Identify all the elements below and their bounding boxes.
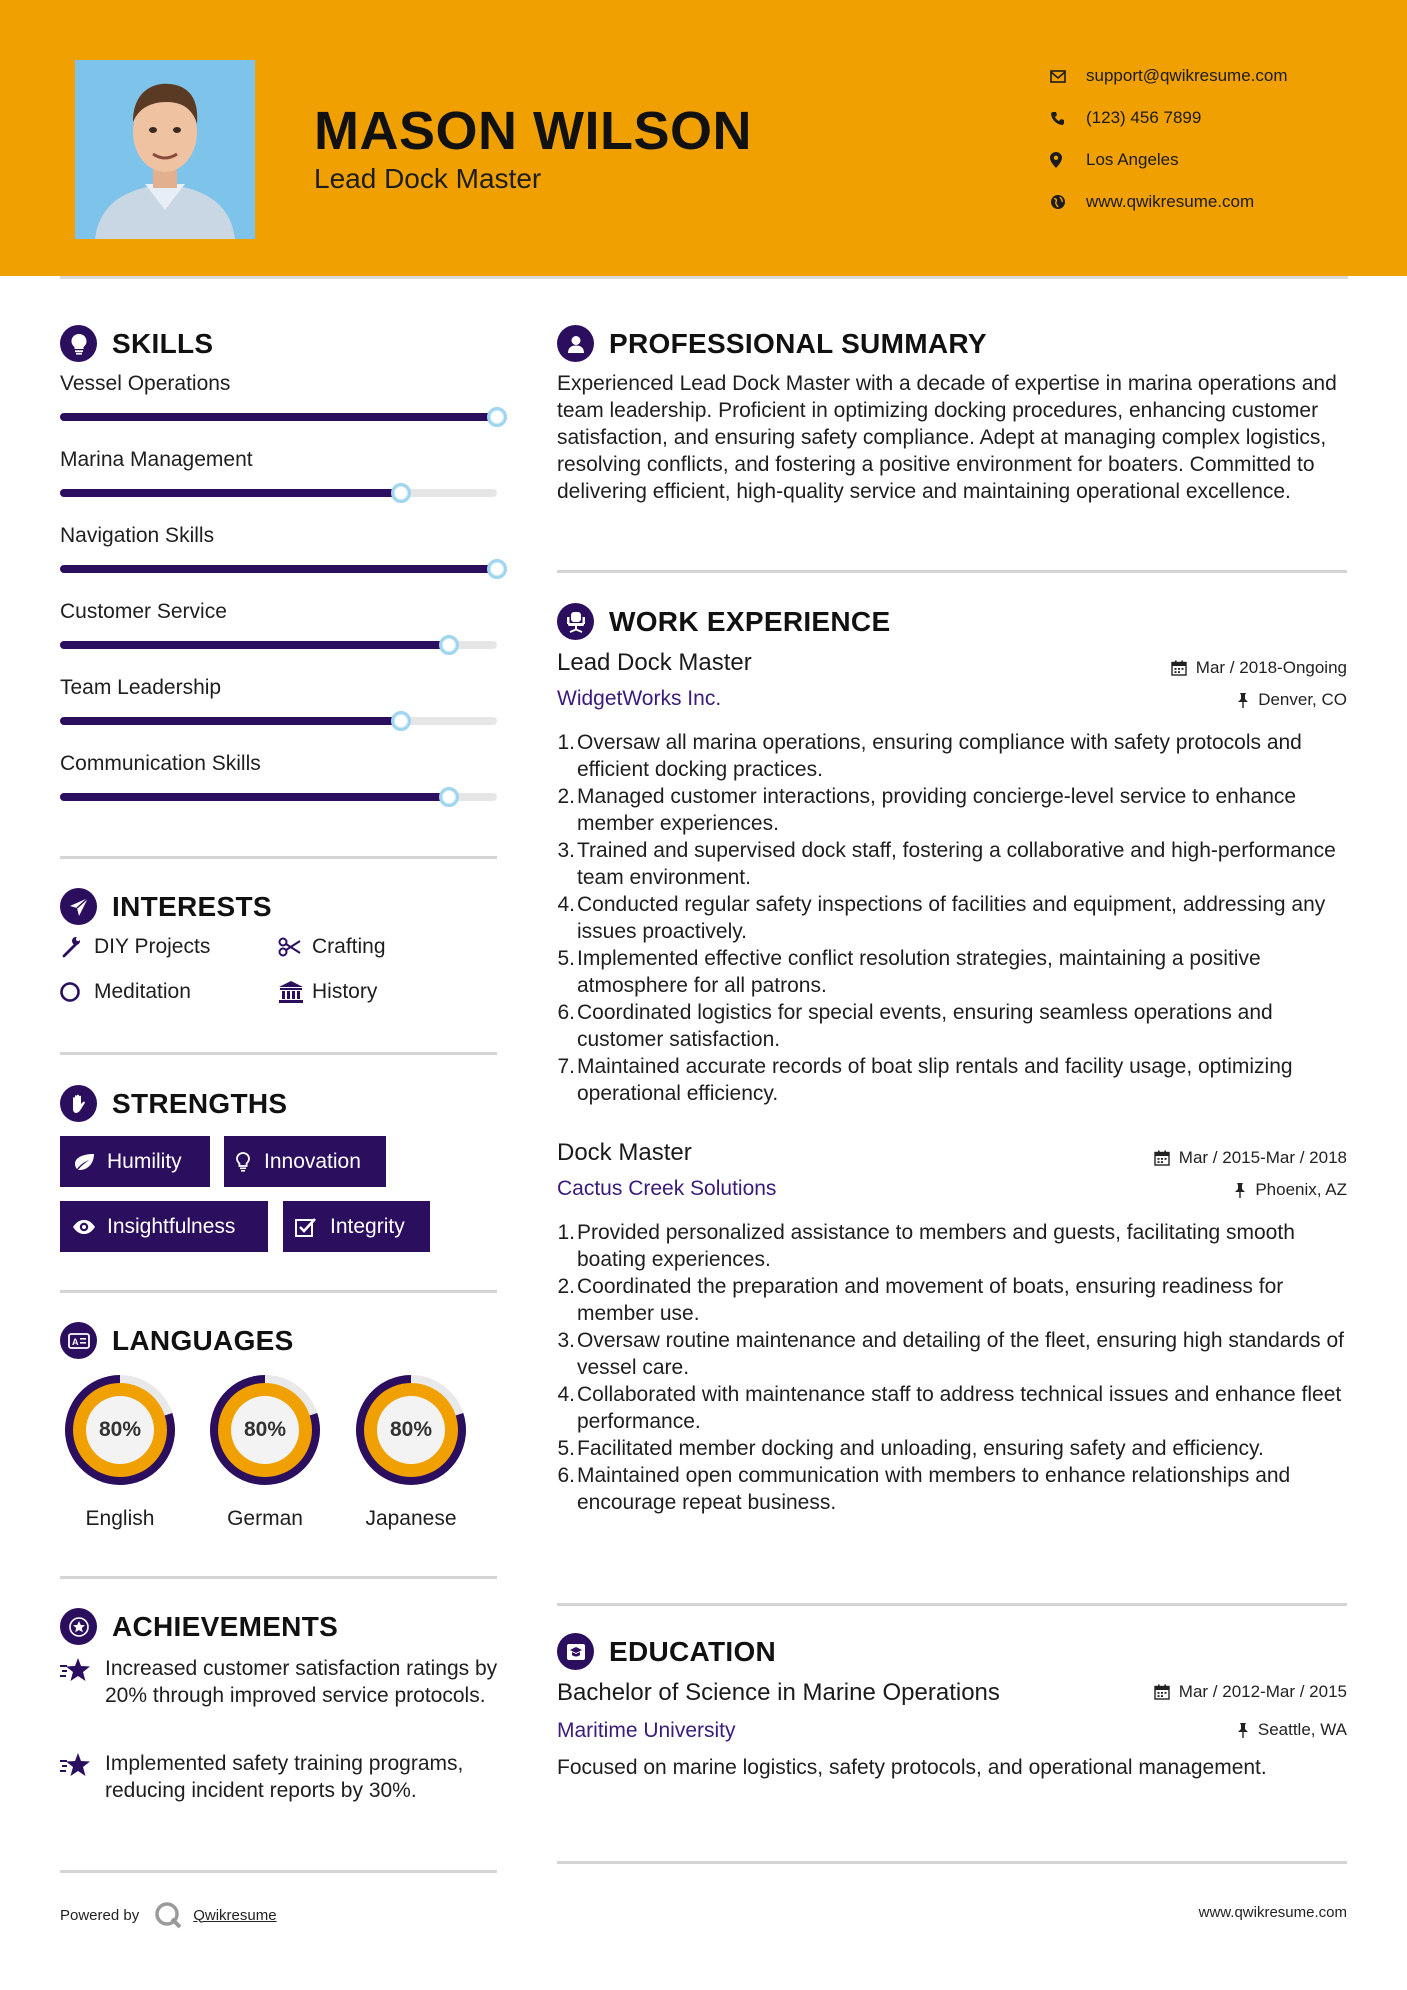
experience-title: WORK EXPERIENCE xyxy=(609,605,891,637)
contact-list xyxy=(1050,55,1380,223)
section-divider xyxy=(60,856,497,859)
skill-bar xyxy=(60,717,497,725)
skill-item xyxy=(60,372,497,421)
skill-bar-fill xyxy=(60,413,497,421)
job-company[interactable]: WidgetWorks Inc. xyxy=(557,687,722,710)
summary-heading xyxy=(557,325,987,362)
resume-header xyxy=(0,0,1407,276)
bullet-text: Coordinated the preparation and movement of boats, ensuring readiness for member use. xyxy=(577,1275,1284,1325)
education-dates xyxy=(1154,1682,1347,1702)
footer-website[interactable]: www.qwikresume.com xyxy=(1198,1904,1347,1921)
interest-item xyxy=(278,980,377,1004)
skill-bar-knob xyxy=(391,483,411,503)
strength-label: Insightfulness xyxy=(107,1214,236,1238)
degree-title: Bachelor of Science in Marine Operations xyxy=(557,1679,1000,1706)
job-bullet-list xyxy=(553,1219,1353,1516)
calendar-icon xyxy=(1154,1150,1170,1166)
bullet-text: Maintained open communication with members to enhance relationships and encourage repeat business. xyxy=(577,1464,1291,1514)
section-divider xyxy=(557,1603,1347,1606)
skill-item xyxy=(60,448,497,497)
powered-by-text: Powered by xyxy=(60,1906,140,1924)
language-donut xyxy=(350,1369,472,1491)
summary-text: Experienced Lead Dock Master with a decade of expertise in marina operations and team leadership. Proficient in optimizing docking procedures, enhancing customer satisfaction, and ensuring safety compliance. Adept at managing complex logistics, resolving conflicts, and fostering a positive environment for boaters. Committed to delivering efficient, high-quality service and maintaining operational excellence. xyxy=(557,372,1337,503)
skill-name: Team Leadership xyxy=(60,676,222,699)
strengths-title: STRENGTHS xyxy=(112,1087,288,1119)
achievement-item xyxy=(60,1750,500,1804)
skill-bar xyxy=(60,413,497,421)
language-percent: 80% xyxy=(243,1418,287,1441)
language-donut xyxy=(204,1369,326,1491)
language-donut xyxy=(59,1369,181,1491)
skill-item xyxy=(60,524,497,573)
job-title: Lead Dock Master xyxy=(557,649,752,676)
globe-icon xyxy=(1050,194,1086,210)
education-location-text: Seattle, WA xyxy=(1257,1720,1347,1739)
id-card-icon xyxy=(60,1322,97,1359)
skill-bar-fill xyxy=(60,565,497,573)
strength-label: Integrity xyxy=(330,1214,405,1238)
interest-item xyxy=(278,935,386,959)
star-badge-icon xyxy=(60,1608,97,1645)
bullet-text: Trained and supervised dock staff, fostering a collaborative and high-performance team environment. xyxy=(577,839,1336,889)
list-item: 7. Maintained accurate records of boat slip rentals and facility usage, optimizing operational efficiency. xyxy=(553,1053,1353,1107)
job-bullet-list xyxy=(553,729,1353,1107)
skill-bar-knob xyxy=(391,711,411,731)
achievements-title: ACHIEVEMENTS xyxy=(112,1610,339,1642)
list-item: 5. Implemented effective conflict resolution strategies, maintaining a positive atmosphere for all patrons. xyxy=(553,945,1353,999)
calendar-icon xyxy=(1171,660,1187,676)
chair-icon xyxy=(557,603,594,640)
section-divider xyxy=(60,1052,497,1055)
job-dates-text: Mar / 2015-Mar / 2018 xyxy=(1178,1148,1347,1167)
skill-bar-knob xyxy=(487,407,507,427)
interest-item xyxy=(60,935,210,959)
language-item xyxy=(59,1369,181,1531)
leaf-icon xyxy=(72,1153,107,1171)
strength-tag xyxy=(60,1136,210,1187)
skills-title: SKILLS xyxy=(112,327,214,359)
job-title: Dock Master xyxy=(557,1139,692,1166)
pushpin-icon xyxy=(1237,1722,1249,1738)
phone-icon xyxy=(1050,111,1086,126)
footer-powered-by xyxy=(60,1900,277,1930)
bullet-text: Provided personalized assistance to members and guests, facilitating smooth boating experiences. xyxy=(577,1221,1295,1271)
skill-name: Navigation Skills xyxy=(60,524,215,547)
skill-bar xyxy=(60,489,497,497)
skill-item xyxy=(60,600,497,649)
job-location xyxy=(1234,1180,1347,1200)
list-item: 6. Maintained open communication with members to enhance relationships and encourage repeat business. xyxy=(553,1462,1353,1516)
svg-text:A: A xyxy=(71,1336,78,1347)
interests-heading xyxy=(60,888,272,925)
skill-name: Customer Service xyxy=(60,600,227,623)
skill-item xyxy=(60,752,497,801)
skill-bar-fill xyxy=(60,793,449,801)
bullet-text: Collaborated with maintenance staff to address technical issues and enhance fleet performance. xyxy=(577,1383,1342,1433)
contact-phone[interactable] xyxy=(1050,97,1380,139)
achievement-item xyxy=(60,1655,500,1709)
wrench-icon xyxy=(60,936,94,958)
section-divider xyxy=(60,1290,497,1293)
skill-name: Marina Management xyxy=(60,448,253,471)
phone-text: (123) 456 7899 xyxy=(1086,108,1202,127)
summary-title: PROFESSIONAL SUMMARY xyxy=(609,327,987,359)
job-location xyxy=(1237,690,1347,710)
circle-icon xyxy=(60,981,94,1003)
list-item: 4. Conducted regular safety inspections of facilities and equipment, addressing any issues proactively. xyxy=(553,891,1353,945)
hand-icon xyxy=(60,1085,97,1122)
language-item xyxy=(350,1369,472,1531)
section-divider xyxy=(557,1861,1347,1864)
school-name[interactable]: Maritime University xyxy=(557,1719,736,1742)
profile-photo xyxy=(75,60,255,239)
bank-icon xyxy=(278,980,312,1004)
interests-title: INTERESTS xyxy=(112,890,272,922)
skill-bar-fill xyxy=(60,641,449,649)
language-percent: 80% xyxy=(389,1418,433,1441)
language-name: English xyxy=(85,1507,155,1530)
languages-heading xyxy=(60,1322,294,1359)
job-company[interactable]: Cactus Creek Solutions xyxy=(557,1177,777,1200)
language-name: German xyxy=(227,1507,303,1530)
education-location xyxy=(1237,1720,1347,1740)
interest-item xyxy=(60,980,191,1004)
language-percent: 80% xyxy=(98,1418,142,1441)
list-item: 6. Coordinated logistics for special events, ensuring seamless operations and customer satisfaction. xyxy=(553,999,1353,1053)
list-item: 1. Provided personalized assistance to members and guests, facilitating smooth boating experiences. xyxy=(553,1219,1353,1273)
section-divider xyxy=(557,570,1347,573)
job-dates xyxy=(1154,1148,1347,1168)
skill-bar-fill xyxy=(60,717,401,725)
check-square-icon xyxy=(295,1217,330,1237)
language-name: Japanese xyxy=(365,1507,457,1530)
map-pin-icon xyxy=(1050,152,1086,168)
education-heading xyxy=(557,1633,776,1670)
eye-icon xyxy=(72,1219,107,1235)
email-text: support@qwikresume.com xyxy=(1086,66,1288,85)
interest-label: Meditation xyxy=(94,980,191,1003)
skill-bar-fill xyxy=(60,489,401,497)
strength-label: Innovation xyxy=(264,1149,361,1173)
strengths-heading xyxy=(60,1085,287,1122)
user-icon xyxy=(557,325,594,362)
website-text: www.qwikresume.com xyxy=(1086,192,1255,211)
star-icon xyxy=(60,1655,105,1709)
pushpin-icon xyxy=(1237,692,1249,708)
bullet-text: Facilitated member docking and unloading, ensuring safety and efficiency. xyxy=(577,1437,1264,1460)
header-divider xyxy=(60,276,1348,279)
skill-bar xyxy=(60,793,497,801)
bullet-text: Conducted regular safety inspections of facilities and equipment, addressing any issues proactively. xyxy=(577,893,1326,943)
paper-plane-icon xyxy=(60,888,97,925)
list-item: 2. Coordinated the preparation and movement of boats, ensuring readiness for member use. xyxy=(553,1273,1353,1327)
bullet-text: Managed customer interactions, providing concierge-level service to enhance member experiences. xyxy=(577,785,1297,835)
skill-bar xyxy=(60,641,497,649)
skill-name: Vessel Operations xyxy=(60,372,231,395)
list-item: 3. Oversaw routine maintenance and detailing of the fleet, ensuring high standards of vessel care. xyxy=(553,1327,1353,1381)
calendar-icon xyxy=(1154,1684,1170,1700)
skill-bar-knob xyxy=(439,787,459,807)
pushpin-icon xyxy=(1234,1182,1246,1198)
skill-item xyxy=(60,676,497,725)
section-divider xyxy=(60,1870,497,1873)
strength-tag xyxy=(60,1201,268,1252)
bullet-text: Implemented effective conflict resolution strategies, maintaining a positive atmosphere for all patrons. xyxy=(577,947,1261,997)
bullet-text: Coordinated logistics for special events, ensuring seamless operations and customer satisfaction. xyxy=(577,1001,1273,1051)
bullet-text: Oversaw routine maintenance and detailing of the fleet, ensuring high standards of vessel care. xyxy=(577,1329,1344,1379)
section-divider xyxy=(60,1576,497,1579)
candidate-name: MASON WILSON xyxy=(314,101,752,161)
list-item: 5. Facilitated member docking and unloading, ensuring safety and efficiency. xyxy=(553,1435,1353,1462)
skill-bar-knob xyxy=(439,635,459,655)
list-item: 2. Managed customer interactions, providing concierge-level service to enhance member experiences. xyxy=(553,783,1353,837)
job-dates-text: Mar / 2018-Ongoing xyxy=(1195,658,1347,677)
education-dates-text: Mar / 2012-Mar / 2015 xyxy=(1178,1682,1347,1701)
skills-heading xyxy=(60,325,213,362)
languages-title: LANGUAGES xyxy=(112,1324,294,1356)
achievement-text: Increased customer satisfaction ratings by 20% through improved service protocols. xyxy=(105,1657,498,1707)
skill-name: Communication Skills xyxy=(60,752,261,775)
contact-email[interactable] xyxy=(1050,55,1380,97)
lightbulb-icon xyxy=(236,1152,264,1172)
list-item: 1. Oversaw all marina operations, ensuring compliance with safety protocols and efficient docking practices. xyxy=(553,729,1353,783)
language-item xyxy=(204,1369,326,1531)
strength-label: Humility xyxy=(107,1149,182,1173)
interest-label: DIY Projects xyxy=(94,935,211,958)
bullet-text: Oversaw all marina operations, ensuring compliance with safety protocols and efficient docking practices. xyxy=(577,731,1302,781)
interest-label: History xyxy=(312,980,378,1003)
job-dates xyxy=(1171,658,1347,678)
skill-bar xyxy=(60,565,497,573)
education-description: Focused on marine logistics, safety protocols, and operational management. xyxy=(557,1756,1267,1779)
candidate-title: Lead Dock Master xyxy=(314,163,542,194)
contact-website[interactable] xyxy=(1050,181,1380,223)
lightbulb-icon xyxy=(60,325,97,362)
strength-tag xyxy=(224,1136,386,1187)
scissors-icon xyxy=(278,937,312,957)
star-icon xyxy=(60,1750,105,1804)
graduation-cap-icon xyxy=(557,1633,594,1670)
job-location-text: Denver, CO xyxy=(1258,690,1347,709)
envelope-icon xyxy=(1050,70,1086,83)
bullet-text: Maintained accurate records of boat slip rentals and facility usage, optimizing operational efficiency. xyxy=(577,1055,1293,1105)
strength-tag xyxy=(283,1201,430,1252)
experience-heading xyxy=(557,603,890,640)
list-item: 4. Collaborated with maintenance staff to address technical issues and enhance fleet performance. xyxy=(553,1381,1353,1435)
contact-location xyxy=(1050,139,1380,181)
education-title: EDUCATION xyxy=(609,1635,777,1667)
skill-bar-knob xyxy=(487,559,507,579)
interest-label: Crafting xyxy=(312,935,386,958)
qwikresume-logo-icon xyxy=(153,1900,183,1930)
achievements-heading xyxy=(60,1608,338,1645)
location-text: Los Angeles xyxy=(1086,150,1179,169)
job-location-text: Phoenix, AZ xyxy=(1255,1180,1347,1199)
list-item: 3. Trained and supervised dock staff, fostering a collaborative and high-performance team environment. xyxy=(553,837,1353,891)
achievement-text: Implemented safety training programs, reducing incident reports by 30%. xyxy=(105,1752,464,1802)
brand-link[interactable]: Qwikresume xyxy=(193,1906,277,1924)
